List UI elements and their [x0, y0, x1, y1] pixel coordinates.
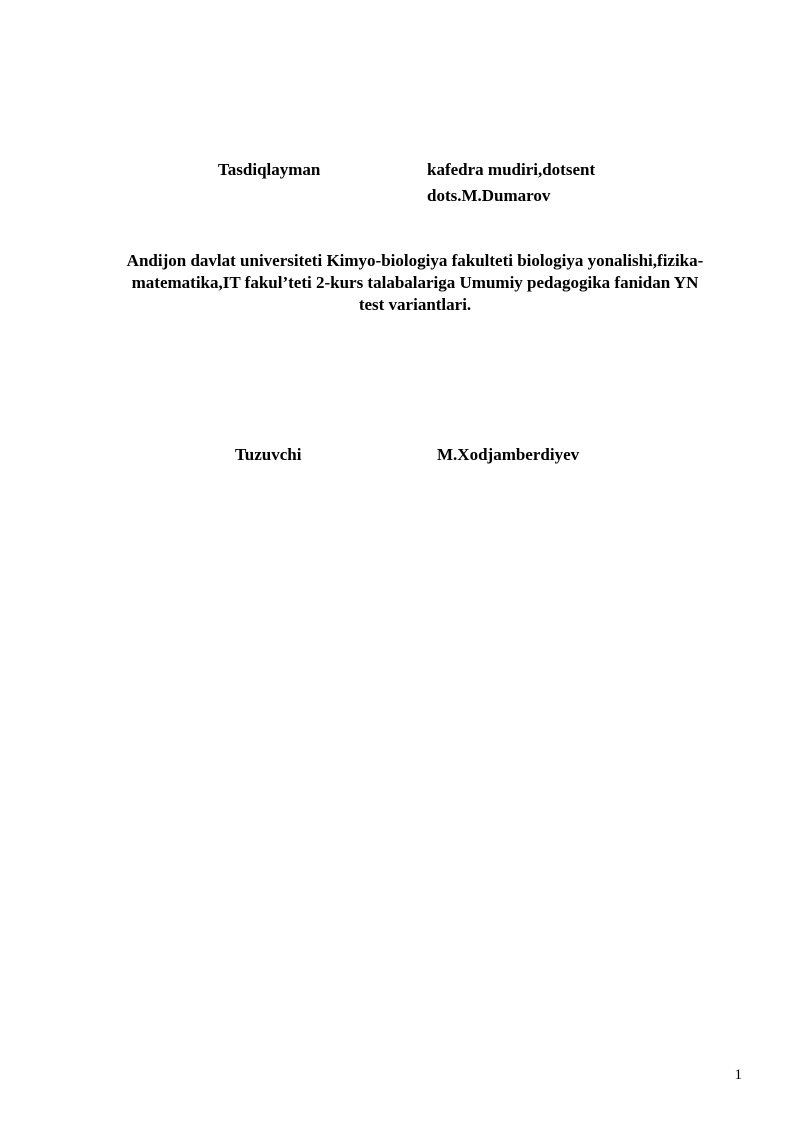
approver-position: kafedra mudiri,dotsent [427, 160, 596, 179]
document-title [80, 250, 750, 316]
title-line: matematika,IT fakul’teti 2-kurs talabalariga Umumiy pedagogika fanidan YN [131, 273, 699, 292]
approval-label: Tasdiqlayman [218, 160, 321, 179]
approver-name: dots.M.Dumarov [427, 186, 551, 205]
approver-details [427, 157, 595, 209]
page-number: 1 [734, 1067, 742, 1083]
author-name: M.Xodjamberdiyev [437, 445, 580, 464]
title-line: test variantlari. [358, 295, 472, 314]
author-label: Tuzuvchi [235, 445, 302, 464]
title-line: Andijon davlat universiteti Kimyo-biologiya fakulteti biologiya yonalishi,fizika- [126, 251, 704, 270]
